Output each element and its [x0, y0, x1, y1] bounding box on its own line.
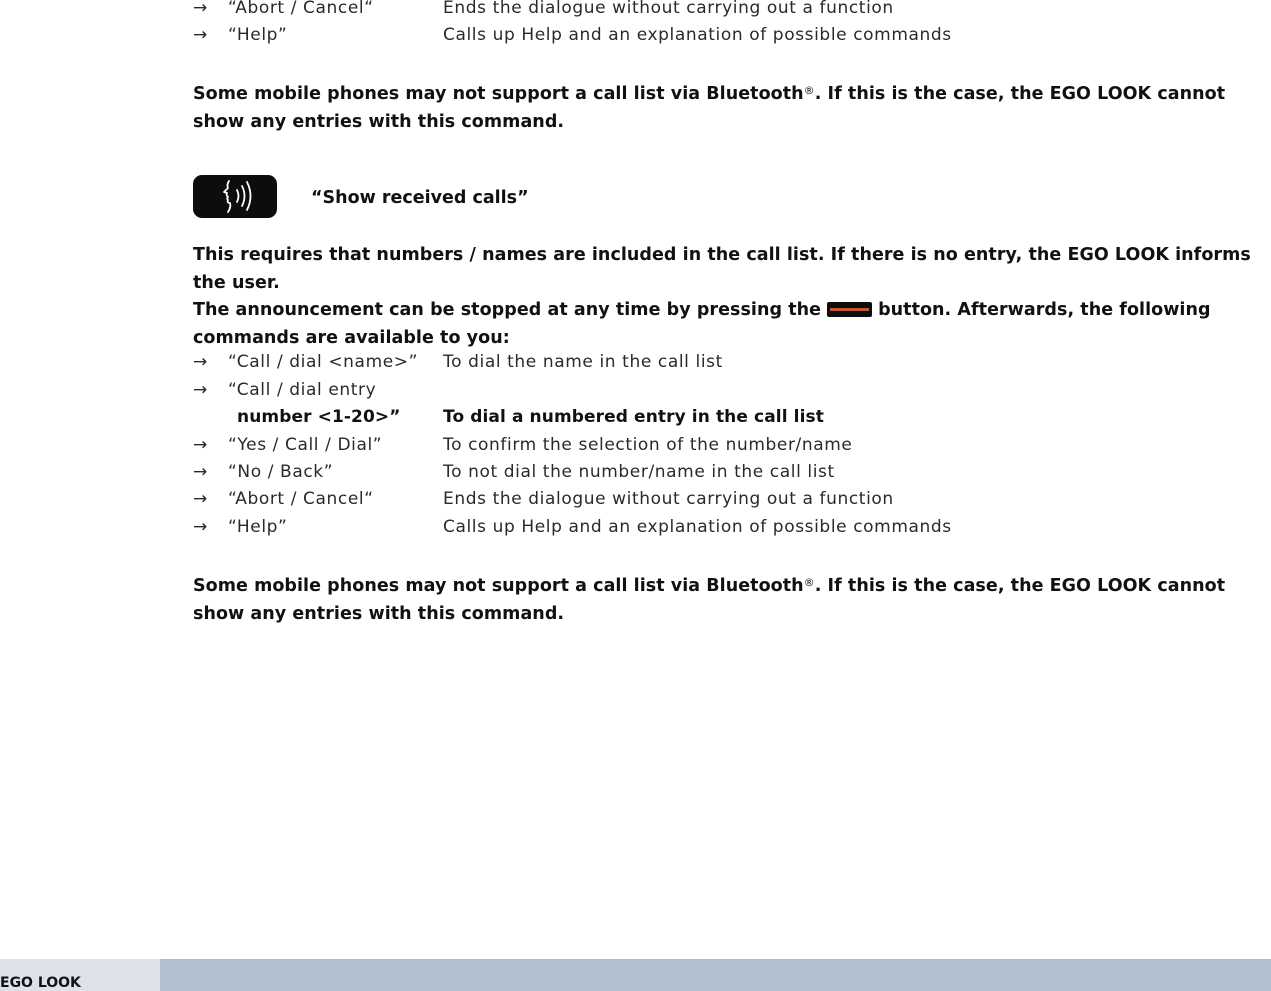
- footer-band-right: [160, 959, 1271, 991]
- arrow-right-icon: →: [193, 0, 208, 18]
- arrow-right-icon: →: [193, 462, 208, 482]
- voice-command-title: “Show received calls”: [311, 188, 529, 208]
- note-text: . If this is the case, the EGO LOOK cannot show any entries with this command.: [193, 576, 1226, 624]
- command-description: Calls up Help and an explanation of possible commands: [443, 25, 952, 45]
- description-text: This requires that numbers / names are included in the call list. If there is no entry, the EGO LOOK informs the user.: [193, 245, 1251, 293]
- command-phrase: “Help”: [228, 25, 288, 45]
- command-phrase: “No / Back”: [228, 462, 334, 482]
- arrow-right-icon: →: [193, 25, 208, 45]
- description-text: button. Afterwards, the following commands are available to you:: [193, 300, 1211, 348]
- command-description: To dial a numbered entry in the call list: [443, 407, 824, 427]
- command-phrase: “Abort / Cancel“: [228, 0, 374, 18]
- command-description: Ends the dialogue without carrying out a function: [443, 489, 894, 509]
- registered-mark: ®: [803, 576, 815, 589]
- command-description: Ends the dialogue without carrying out a function: [443, 0, 894, 18]
- command-phrase: number <1-20>”: [237, 407, 401, 427]
- description-text: The announcement can be stopped at any time by pressing the: [193, 300, 822, 320]
- command-phrase: “Abort / Cancel“: [228, 489, 374, 509]
- arrow-right-icon: →: [193, 489, 208, 509]
- command-description: To not dial the number/name in the call list: [443, 462, 835, 482]
- note-text: . If this is the case, the EGO LOOK cannot show any entries with this command.: [193, 84, 1226, 132]
- call-list-description: [193, 242, 1271, 352]
- arrow-right-icon: →: [193, 435, 208, 455]
- command-phrase: “Call / dial <name>”: [228, 352, 419, 372]
- bluetooth-note: [193, 569, 1271, 628]
- command-description: Calls up Help and an explanation of possible commands: [443, 517, 952, 537]
- end-call-button-icon: [827, 302, 872, 317]
- command-description: To confirm the selection of the number/name: [443, 435, 853, 455]
- footer-product-label: EGO LOOK: [0, 975, 81, 991]
- command-phrase: “Call / dial entry: [228, 380, 377, 400]
- registered-mark: ®: [803, 84, 815, 97]
- command-phrase: “Yes / Call / Dial”: [228, 435, 383, 455]
- arrow-right-icon: →: [193, 352, 208, 372]
- arrow-right-icon: →: [193, 380, 208, 400]
- command-phrase: “Help”: [228, 517, 288, 537]
- bluetooth-note: [193, 77, 1271, 136]
- note-text: Some mobile phones may not support a call list via Bluetooth: [193, 576, 804, 596]
- command-description: To dial the name in the call list: [443, 352, 723, 372]
- speaking-head-icon: [193, 175, 277, 218]
- arrow-right-icon: →: [193, 517, 208, 537]
- note-text: Some mobile phones may not support a call list via Bluetooth: [193, 84, 804, 104]
